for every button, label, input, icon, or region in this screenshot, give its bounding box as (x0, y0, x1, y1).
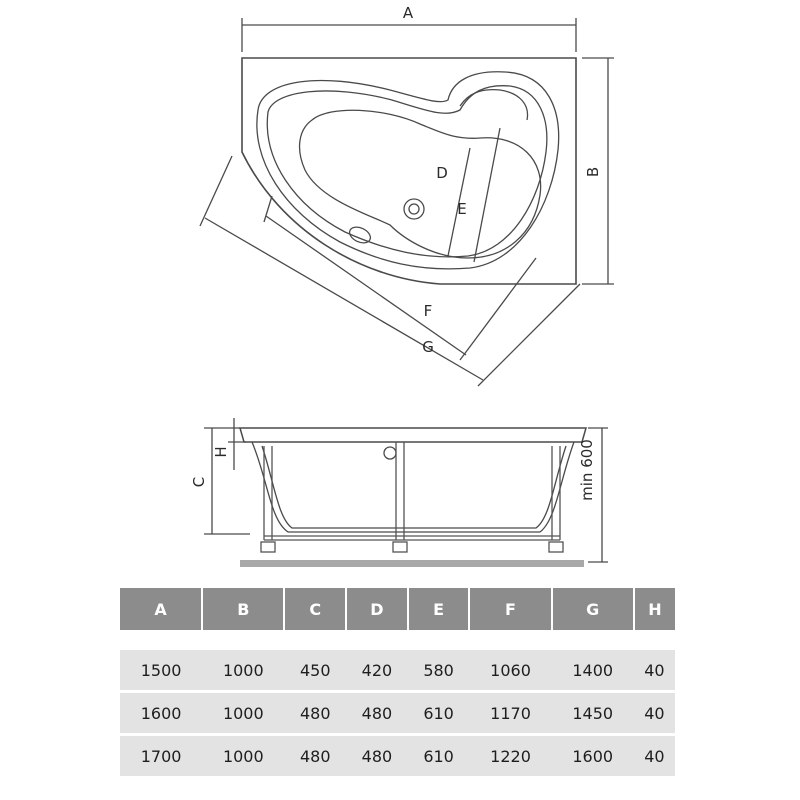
label-d: D (436, 164, 448, 182)
table-cell: 1400 (552, 650, 634, 692)
table-cell: 480 (284, 735, 346, 778)
support-frame (261, 442, 563, 552)
table-cell: 580 (408, 650, 470, 692)
table-cell: 40 (634, 735, 675, 778)
dimension-g (200, 156, 580, 386)
floor (240, 560, 584, 567)
table-cell: 480 (346, 735, 408, 778)
side-overflow-icon (384, 447, 396, 459)
dimension-h (212, 418, 246, 470)
table-spacer (120, 630, 675, 650)
header-cell: D (346, 588, 408, 630)
label-a: A (402, 4, 414, 22)
dimension-table (120, 588, 675, 779)
tub-body-profile (252, 442, 574, 532)
label-e: E (457, 200, 467, 218)
table-cell: 610 (408, 692, 470, 735)
drain-icon (404, 199, 424, 219)
table-cell: 1060 (469, 650, 551, 692)
dimension-b (582, 58, 614, 284)
tub-body-inner (262, 446, 566, 528)
top-view (200, 4, 614, 386)
table-cell: 480 (284, 692, 346, 735)
table-cell: 610 (408, 735, 470, 778)
header-cell: E (408, 588, 470, 630)
label-c: C (190, 476, 208, 488)
tub-seat (460, 90, 528, 120)
table-row (120, 735, 675, 778)
table-cell: 40 (634, 692, 675, 735)
label-f: F (423, 302, 433, 320)
table-header-row (120, 588, 675, 630)
table-cell: 1000 (202, 735, 284, 778)
table-row (120, 692, 675, 735)
table-cell: 1000 (202, 650, 284, 692)
table-cell: 1220 (469, 735, 551, 778)
tub-rim-profile (240, 428, 586, 442)
header-cell: C (284, 588, 346, 630)
tub-inner-rim (267, 86, 547, 257)
header-cell: A (120, 588, 202, 630)
table-cell: 40 (634, 650, 675, 692)
table-cell: 1600 (552, 735, 634, 778)
dimension-c (190, 428, 250, 534)
label-b: B (584, 166, 602, 178)
table-cell: 1600 (120, 692, 202, 735)
label-h: H (212, 446, 230, 458)
header-cell: G (552, 588, 634, 630)
dimension-a (242, 4, 576, 52)
label-min-height: min 600 (578, 439, 596, 501)
table-cell: 1000 (202, 692, 284, 735)
table-cell: 1450 (552, 692, 634, 735)
label-g: G (422, 338, 434, 356)
table-cell: 480 (346, 692, 408, 735)
table-row (120, 650, 675, 692)
table-cell: 1500 (120, 650, 202, 692)
side-view (190, 418, 608, 567)
header-cell: H (634, 588, 675, 630)
table-cell: 450 (284, 650, 346, 692)
table-cell: 420 (346, 650, 408, 692)
tub-basin (300, 110, 541, 258)
table-cell: 1170 (469, 692, 551, 735)
header-cell: B (202, 588, 284, 630)
dimension-min-height (578, 428, 608, 562)
header-cell: F (469, 588, 551, 630)
dimension-e (457, 128, 500, 262)
table-cell: 1700 (120, 735, 202, 778)
